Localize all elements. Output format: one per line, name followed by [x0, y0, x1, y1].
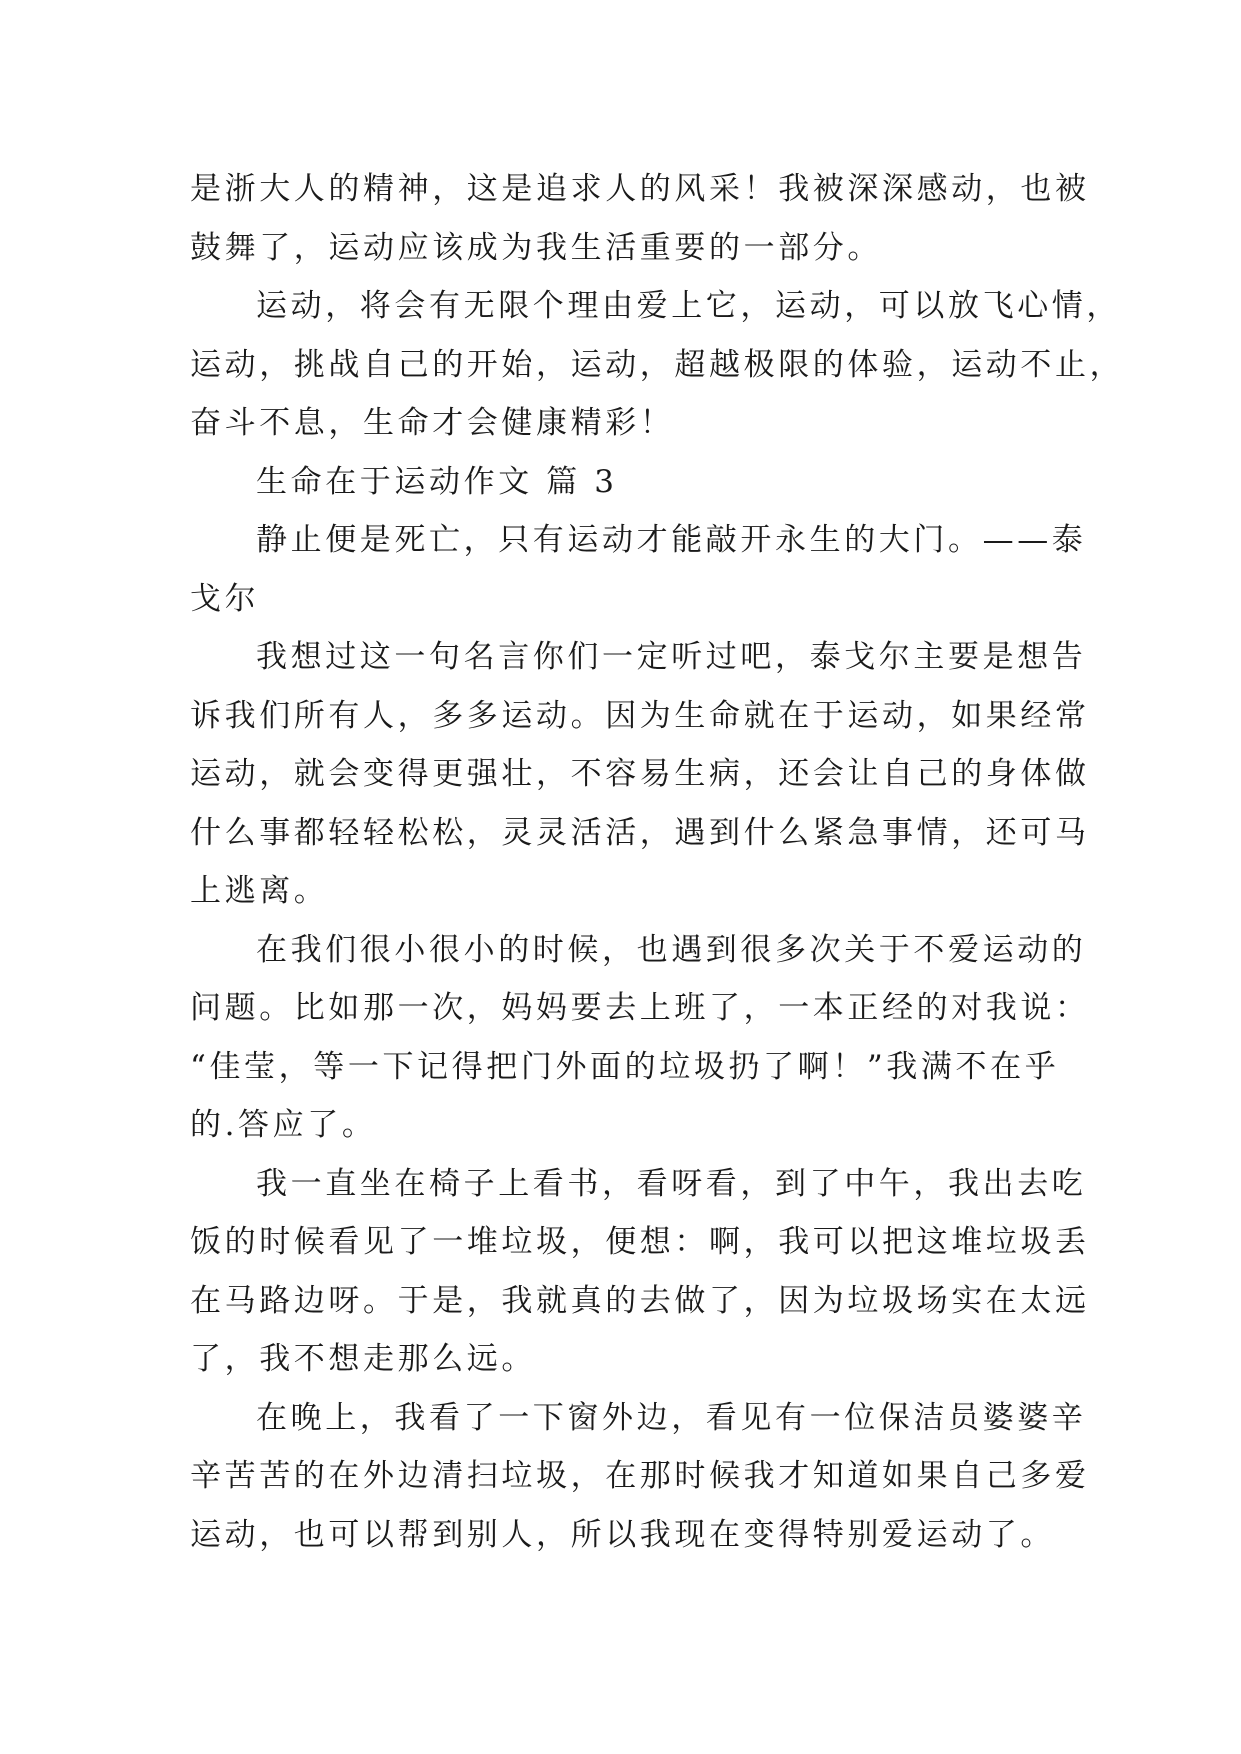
- text-line: 运动，就会变得更强壮，不容易生病，还会让自己的身体做: [190, 756, 1090, 792]
- text-line: 问题。比如那一次，妈妈要去上班了，一本正经的对我说：: [190, 990, 1090, 1026]
- quote-line: 戈尔: [190, 580, 260, 617]
- section-heading: 生命在于运动作文 篇 3: [256, 463, 618, 500]
- text-line: 运动，挑战自己的开始，运动，超越极限的体验，运动不止，: [190, 346, 1125, 383]
- text-line: 是浙大人的精神，这是追求人的风采！我被深深感动，也被: [190, 171, 1090, 207]
- text-line: 饭的时候看见了一堆垃圾，便想：啊，我可以把这堆垃圾丢: [190, 1224, 1090, 1260]
- text-line: 鼓舞了，运动应该成为我生活重要的一部分。: [190, 229, 882, 266]
- text-line: 什么事都轻轻松松，灵灵活活，遇到什么紧急事情，还可马: [190, 814, 1090, 851]
- text-line: 我想过这一句名言你们一定听过吧，泰戈尔主要是想告: [256, 639, 1087, 675]
- text-line: 在马路边呀。于是，我就真的去做了，因为垃圾场实在太远: [190, 1282, 1090, 1319]
- text-line: 了，我不想走那么远。: [190, 1341, 536, 1377]
- text-line: 在我们很小很小的时候，也遇到很多次关于不爱运动的: [256, 931, 1087, 968]
- text-line: 奋斗不息，生命才会健康精彩！: [190, 405, 675, 441]
- text-line: 运动，将会有无限个理由爱上它，运动，可以放飞心情，: [256, 288, 1121, 324]
- text-line: 在晚上，我看了一下窗外边，看见有一位保洁员婆婆辛: [256, 1399, 1087, 1436]
- text-line: “佳莹，等一下记得把门外面的垃圾扔了啊！”我满不在乎: [190, 1048, 1060, 1085]
- text-line: 辛苦苦的在外边清扫垃圾，在那时候我才知道如果自己多爱: [190, 1458, 1090, 1494]
- text-line: 我一直坐在椅子上看书，看呀看，到了中午，我出去吃: [256, 1165, 1087, 1202]
- quote-line: 静止便是死亡，只有运动才能敲开永生的大门。——泰: [256, 522, 1087, 558]
- body-text: [190, 160, 1125, 1564]
- text-line: 运动，也可以帮到别人，所以我现在变得特别爱运动了。: [190, 1516, 1055, 1553]
- text-line: 上逃离。: [190, 873, 329, 909]
- text-line: 诉我们所有人，多多运动。因为生命就在于运动，如果经常: [190, 697, 1090, 734]
- text-line: 的.答应了。: [190, 1107, 377, 1143]
